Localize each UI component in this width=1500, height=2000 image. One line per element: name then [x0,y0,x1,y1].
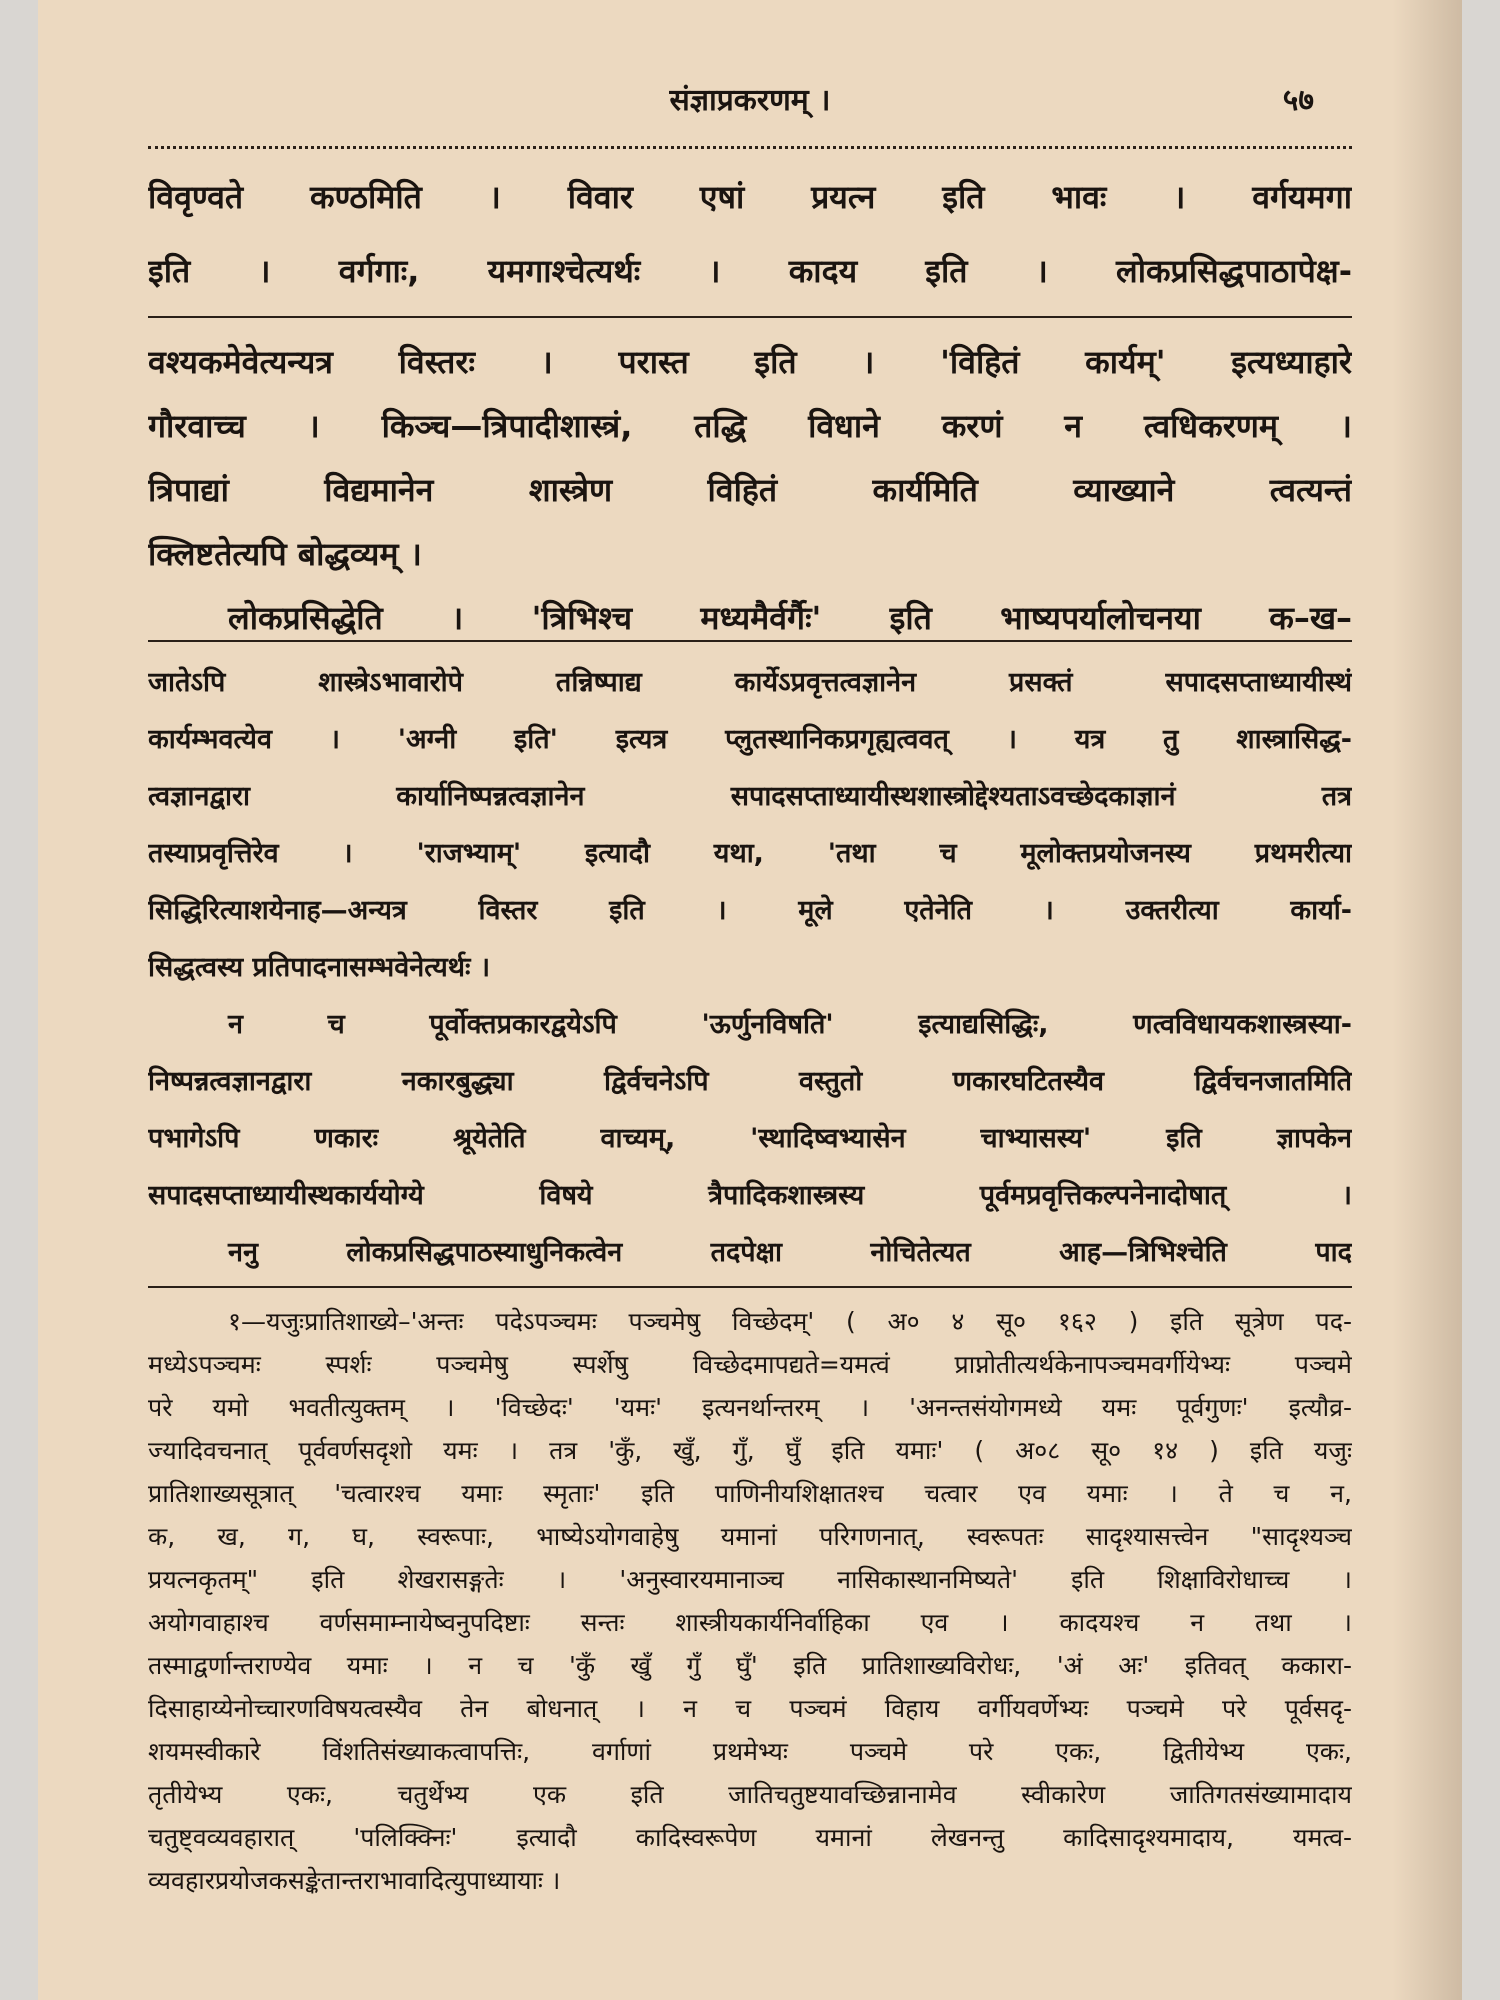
text-line: सिद्धिरित्याशयेनाह—अन्यत्र विस्तर इति । मूले एतेनेति । उक्तरीत्या कार्या- [148,895,1352,926]
text-line: त्रिपाद्यां विद्यमानेन शास्त्रेण विहितं कार्यमिति व्याख्याने त्वत्यन्तं [148,471,1352,509]
footnote-line: क, ख, ग, घ, स्वरूपाः, भाष्येऽयोगवाहेषु यमानां परिगणनात्, स्वरूपतः सादृश्यासत्त्वेन "सादृश्यञ्च [148,1522,1352,1551]
footnote-line: अयोगवाहाश्च वर्णसमाम्नायेष्वनुपदिष्टाः सन्तः शास्त्रीयकार्यनिर्वाहिका एव । कादयश्च न तथा । [148,1608,1352,1637]
footnote-line: तृतीयेभ्य एकः, चतुर्थेभ्य एक इति जातिचतुष्टयावच्छिन्नानामेव स्वीकारेण जातिगतसंख्यामादाय [148,1780,1352,1809]
running-title: संज्ञाप्रकरणम् । [669,83,831,118]
text-line: सपादसप्ताध्यायीस्थकार्ययोग्ये विषये त्रैपादिकशास्त्रस्य पूर्वमप्रवृत्तिकल्पनेनादोषात् । [148,1180,1352,1211]
commentary-block-2 [148,330,1352,650]
footnote-line: व्यवहारप्रयोजकसङ्केतान्तराभावादित्युपाध्यायाः । [148,1866,561,1895]
text-line: विवृण्वते कण्ठमिति । विवार एषां प्रयत्न इति भावः । वर्गयमगा [148,178,1352,216]
text-line: कार्यम्भवत्येव । 'अग्नी इति' इत्यत्र प्लुतस्थानिकप्रगृह्यत्ववत् । यत्र तु शास्त्रासिद्ध- [148,724,1352,755]
text-line: लोकप्रसिद्धेति । 'त्रिभिश्च मध्यमैर्वर्गैः' इति भाष्यपर्यालोचनया क–ख– [228,599,1352,637]
footnote-line: शयमस्वीकारे विंशतिसंख्याकत्वापत्तिः, वर्गाणां प्रथमेभ्यः पञ्चमे परे एकः, द्वितीयेभ्य एकः, [148,1737,1352,1766]
section-divider [148,316,1352,318]
footnote-line: ज्यादिवचनात् पूर्ववर्णसदृशो यमः । तत्र 'कुँ, खुँ, गुँ, घुँ इति यमाः' ( अ०८ सू० १४ ) इति यजुः [148,1436,1352,1465]
footnote-line: १—यजुःप्रातिशाख्ये–'अन्तः पदेऽपञ्चमः पञ्चमेषु विच्छेदम्' ( अ० ४ सू० १६२ ) इति सूत्रेण पद- [228,1307,1352,1336]
footnote-line: प्रातिशाख्यसूत्रात् 'चत्वारश्च यमाः स्मृताः' इति पाणिनीयशिक्षातश्च चत्वार एव यमाः । ते च न, [148,1479,1352,1508]
text-line: ननु लोकप्रसिद्धपाठस्याधुनिकत्वेन तदपेक्षा नोचितेत्यत आह—त्रिभिश्चेति पाद [228,1237,1352,1268]
text-line: जातेऽपि शास्त्रेऽभावारोपे तन्निष्पाद्य कार्येऽप्रवृत्तत्वज्ञानेन प्रसक्तं सपादसप्ताध्यायीस्थं [148,667,1352,698]
text-line: निष्पन्नत्वज्ञानद्वारा नकारबुद्ध्या द्विर्वचनेऽपि वस्तुतो णकारघटितस्यैव द्विर्वचनजातमिति [148,1066,1352,1097]
commentary-block-1 [148,160,1352,308]
text-line: गौरवाच्च । किञ्च—त्रिपादीशास्त्रं, तद्धि विधाने करणं न त्वधिकरणम् । [148,407,1352,445]
footnote-line: दिसाहाय्येनोच्चारणविषयत्वस्यैव तेन बोधनात् । न च पञ्चमं विहाय वर्गीयवर्णेभ्यः पञ्चमे परे पूर्वसदृ- [148,1694,1352,1723]
text-line: पभागेऽपि णकारः श्रूयेतेति वाच्यम्, 'स्थादिष्वभ्यासेन चाभ्यासस्य' इति ज्ञापकेन [148,1123,1352,1154]
commentary-block-3 [148,654,1352,1281]
book-page [38,0,1462,2000]
text-line: क्लिष्टतेत्यपि बोद्धव्यम् । [148,535,422,573]
running-header [148,70,1352,120]
footnote-line: मध्येऽपञ्चमः स्पर्शः पञ्चमेषु स्पर्शेषु विच्छेदमापद्यते=यमत्वं प्राप्नोतीत्यर्थकेनापञ्चमवर्गीयेभ्यः पञ्चमे [148,1350,1352,1379]
text-line: सिद्धत्वस्य प्रतिपादनासम्भवेनेत्यर्थः । [148,952,491,983]
footnote-line: तस्माद्वर्णान्तराण्येव यमाः । न च 'कुँ खुँ गुँ घुँ' इति प्रातिशाख्यविरोधः, 'अं अः' इतिवत् ककारा- [148,1651,1352,1680]
text-line: त्वज्ञानद्वारा कार्यानिष्पन्नत्वज्ञानेन सपादसप्ताध्यायीस्थशास्त्रोद्देश्यताऽवच्छेदकाज्ञानं तत्र [148,781,1352,812]
section-divider [148,640,1352,642]
text-line: तस्याप्रवृत्तिरेव । 'राजभ्याम्' इत्यादौ यथा, 'तथा च मूलोक्तप्रयोजनस्य प्रथमरीत्या [148,838,1352,869]
header-dotted-rule [148,146,1352,149]
text-line: वश्यकमेवेत्यन्यत्र विस्तरः । परास्त इति । 'विहितं कार्यम्' इत्यध्याहारे [148,343,1352,381]
footnote-line: परे यमो भवतीत्युक्तम् । 'विच्छेदः' 'यमः' इत्यनर्थान्तरम् । 'अनन्तसंयोगमध्ये यमः पूर्वगुणः' इत्यौव्र- [148,1393,1352,1422]
footnote-line: प्रयत्नकृतम्" इति शेखरासङ्गतेः । 'अनुस्वारयमानाञ्च नासिकास्थानमिष्यते' इति शिक्षाविरोधाच्च । [148,1565,1352,1594]
text-line: न च पूर्वोक्तप्रकारद्वयेऽपि 'ऊर्णुनविषति' इत्याद्यसिद्धिः, णत्वविधायकशास्त्रस्या- [228,1009,1352,1040]
footnote-line: चतुष्ट्वव्यवहारात् 'पलिक्क्निः' इत्यादौ कादिस्वरूपेण यमानां लेखनन्तु कादिसादृश्यमादाय, यमत्व- [148,1823,1352,1852]
footnote-block [148,1300,1352,1902]
text-line: इति । वर्गगाः, यमगाश्चेत्यर्थः । कादय इति । लोकप्रसिद्धपाठापेक्ष- [148,252,1352,290]
page-number: ५७ [1282,83,1314,118]
page-edge-shadow [1392,0,1462,2000]
footnote-divider [148,1286,1352,1288]
